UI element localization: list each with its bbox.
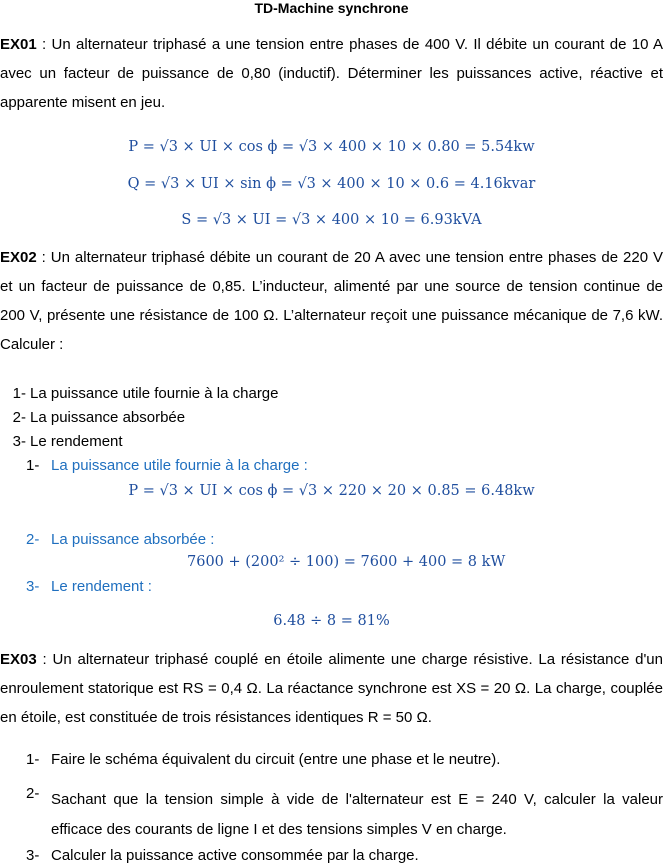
ex02-statement <box>0 243 663 359</box>
ex01-equation-s: S = √3 × UI = √3 × 400 × 10 = 6.93kVA <box>181 212 482 228</box>
ex03-label: EX03 <box>0 651 37 668</box>
ex02-label: EX02 <box>0 249 37 266</box>
ex01-equation-p: P = √3 × UI × cos ϕ = √3 × 400 × 10 × 0.80 = 5.54kw <box>128 139 535 155</box>
ex02-equation-efficiency: 6.48 ÷ 8 = 81% <box>273 613 390 629</box>
ex01-equation-q: Q = √3 × UI × sin ϕ = √3 × 400 × 10 × 0.6 = 4.16kvar <box>127 176 536 192</box>
ex02-equation-absorbed: 7600 + (200² ÷ 100) = 7600 + 400 = 8 kW <box>187 554 506 570</box>
ex01-label: EX01 <box>0 36 37 53</box>
ex03-text: : Un alternateur triphasé couplé en étoile alimente une charge résistive. La résistance d'un enroulement statorique est RS = 0,4 Ω. La réactance synchrone est XS = 20 Ω. La charge, couplée en étoile, est constituée de trois résistances identiques R = 50 Ω. <box>0 651 663 726</box>
ex01-statement <box>0 30 663 117</box>
ex03-statement <box>0 645 663 732</box>
ex01-text: : Un alternateur triphasé a une tension entre phases de 400 V. Il débite un courant de 10 A avec un facteur de puissance de 0,80 (inductif). Déterminer les puissances active, réactive et apparente misent en jeu. <box>0 36 663 111</box>
ex02-equation-p: P = √3 × UI × cos ϕ = √3 × 220 × 20 × 0.85 = 6.48kw <box>128 483 535 499</box>
ex02-text: : Un alternateur triphasé débite un courant de 20 A avec une tension entre phases de 220 V et un facteur de puissance de 0,85. L’inducteur, alimenté par une source de tension continue de 200 V, présente une résistance de 100 Ω. L’alternateur reçoit une puissance mécanique de 7,6 kW. Calculer : <box>0 249 663 353</box>
page-title: TD-Machine synchrone <box>254 0 409 16</box>
